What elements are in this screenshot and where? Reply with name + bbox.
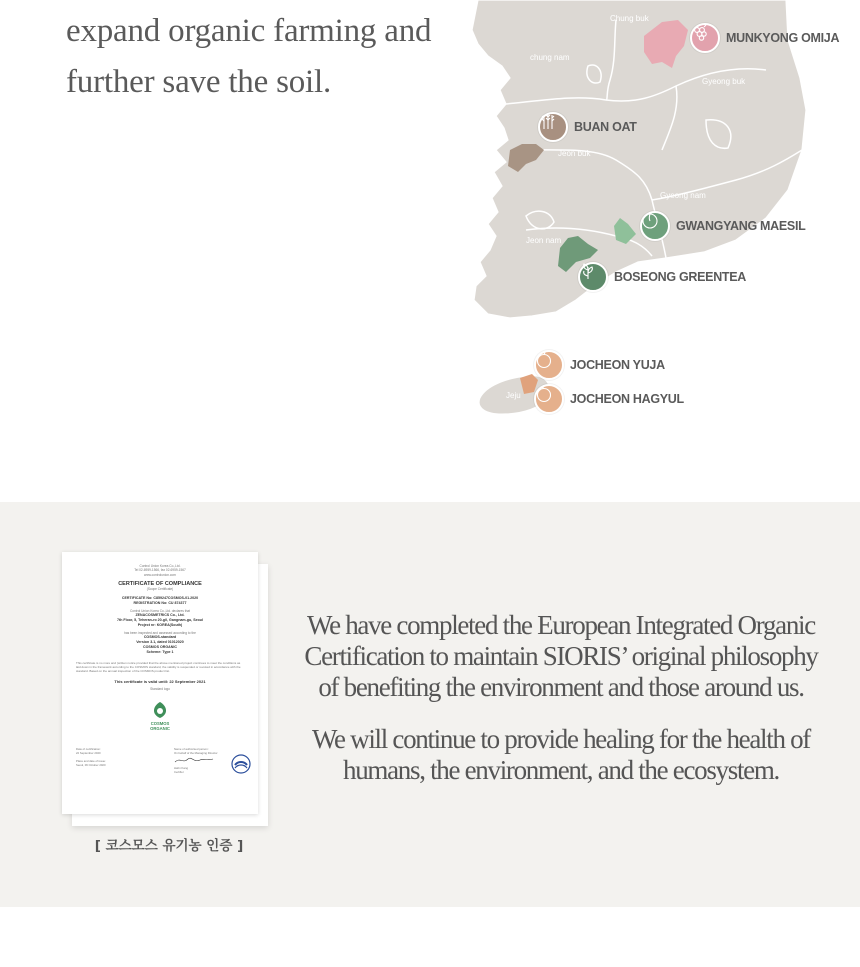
cert-footer-line: Certifier [174,769,184,774]
region-label-gyeongnam: Gyeong nam [660,191,706,200]
region-label-jeju: Jeju [506,391,521,400]
cert-scheme: Scheme: Type 1 [146,650,174,655]
pin-label: BUAN OAT [574,120,637,134]
cert-registration: REGISTRATION No: CU 874377 [133,600,187,605]
cert-footer-line: On behalf of the Managing Director [174,750,218,755]
cert-valid-until: This certificate is valid until: 22 September 2021 [114,679,206,685]
cert-standard-intro: has been inspected and assessed according to the [124,631,196,636]
citrus-icon [534,384,564,414]
cert-standard-logo-label: Standard logo [150,687,170,692]
pin-jocheon-hagyul [534,384,684,414]
region-label-jeonbuk: Jeon buk [558,149,591,158]
region-label-jeonnam: Jeon nam [526,236,562,245]
pin-gwangyang-maesil [640,211,805,241]
svg-text:ORGANIC: ORGANIC [150,725,170,731]
tea-leaf-icon [578,262,608,292]
certification-section [0,502,860,907]
cert-footer-line: 22 September 2020 [76,750,101,755]
signature-icon [174,755,214,765]
intro-line: further save the soil. [66,64,332,100]
svg-text:COSMOS: COSMOS [150,720,170,726]
cert-footer-left [76,747,146,774]
certificate-document [62,552,258,814]
intro-text [66,6,446,108]
cert-label: COSMOS ORGANIC [143,645,177,650]
region-label-chungbuk: Chung buk [610,14,649,23]
cert-footer [76,747,244,774]
cert-number: CERTIFICATE No: C859247COSMOS-01.2020 [121,595,199,600]
cert-header-line: www.controlunion.com [144,572,176,577]
wheat-icon [538,112,568,142]
statement-paragraph-1: We have completed the European Integrated Organic Certification to maintain SIORIS’ original philosophy of benefiting the environment and those around us. [304,610,818,702]
cert-issued-to: Control Union Korea Co.,Ltd. declares that [129,608,191,613]
pin-boseong-greentea [578,262,746,292]
cert-footer-line: Date of certification: [76,746,101,751]
cert-version: Version 3.1, dated 01012020 [136,640,184,645]
cert-title: CERTIFICATE OF COMPLIANCE [118,581,202,588]
pin-buan-oat [538,112,637,142]
cert-company: ZENACOSMETRICS Co., Ltd. [135,613,185,618]
cert-footer-line: Place and date of issue: [76,758,106,763]
cert-header-line: Control Union Korea Co.,Ltd. [139,564,181,568]
pin-munkyong-omija [690,23,839,53]
korea-map [466,0,860,430]
pin-jocheon-yuja [534,350,665,380]
pin-label: MUNKYONG OMIJA [726,31,840,45]
cert-standard: COSMOS-standard [143,635,177,640]
pin-label: BOSEONG GREENTEA [614,270,747,284]
cert-footer-line: Name of authorised person: [174,746,209,751]
certification-statement [296,610,826,807]
cert-project: Project nr: KOREA(South) [137,623,183,628]
cert-footer-line: Hahn Kang [174,765,188,770]
cert-subtitle: (Scope Certificate) [146,587,174,592]
control-union-seal-icon [230,753,252,775]
cert-footer-line: Seoul, 06 October 2020 [76,762,106,767]
pin-label: JOCHEON YUJA [570,358,665,372]
cert-footer-right [174,747,244,774]
intro-line: expand organic farming and [66,13,432,49]
cert-header-line: Tel 02-6959-1566, fax 02-6959-1567 [134,568,186,573]
region-label-chungnam: chung nam [530,53,570,62]
grape-icon [690,23,720,53]
cert-address: 7th Floor, 5, Teheran-ro 20-gil, Gangnam-gu, Seoul [117,618,203,623]
region-label-gyeongbuk: Gyeong buk [702,77,746,86]
statement-paragraph-2: We will continue to provide healing for the health of humans, the environment, and the ecosystem. [311,724,810,785]
citrus-icon [534,350,564,380]
cert-paragraph: This certificate is no more and (written notice provided that the above mentioned project continues to meet the conditions as laid down in the framework according to the COSMOS standard, the validity is suspended or revoked in accordance with the standard. Based on the annual inspection of the COSMOS product list. [76,661,241,674]
certificate-caption: [ 코스모스 유기농 인증 ] [94,838,244,854]
pin-label: GWANGYANG MAESIL [676,219,806,233]
plum-icon [640,211,670,241]
cosmos-organic-logo [145,700,175,732]
pin-label: JOCHEON HAGYUL [570,392,684,406]
